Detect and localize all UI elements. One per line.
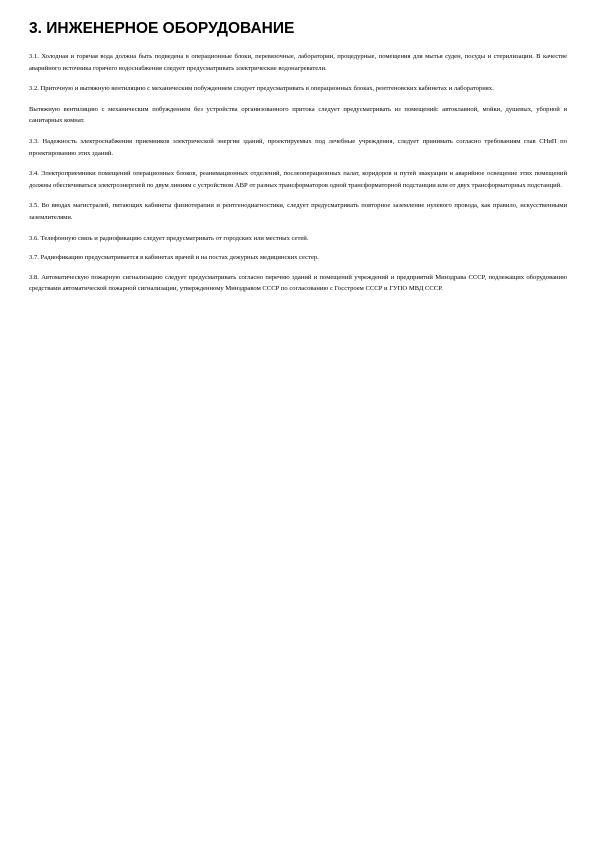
document-body [29, 51, 567, 304]
paragraph-3-7: 3.7. Радиофикацию предусматривается в кабинетах врачей и на постах дежурных медицинских сестер. [29, 254, 319, 262]
paragraph-3-8: 3.8. Автоматическую пожарную сигнализацию следует предусматривать согласно перечню зданий и помещений учреждений и предприятий Минздрава СССР, подлежащих оборудованию средствами автоматической пожарной сигнализации, утвержденному Минздравом СССР по согласованию с Госстроем СССР и ГУПО МВД СССР. [29, 273, 567, 293]
page-title: 3. ИНЖЕНЕРНОЕ ОБОРУДОВАНИЕ [29, 20, 295, 37]
paragraph-3-2: 3.2. Приточную и вытяжную вентиляцию с механическим побуждением следует предусматривать в операционных блоках, рентгеновских кабинетах и лабораториях. [29, 85, 494, 93]
paragraph-3-4: 3.4. Электроприемники помещений операционных блоков, реанимационных отделений, послеоперационных палат, коридоров и путей эвакуации и аварийное освещение этих помещений должны обеспечиваться электроэнергией по двум линиям с устройством АВР от разных трансформаторов одной трансформаторной подстанции или от двух трансформаторных подстанций. [29, 170, 567, 189]
paragraph-3-6: 3.6. Телефонную связь и радиофикацию следует предусматривать от городских или местных сетей. [29, 234, 309, 242]
paragraph-3-3: 3.3. Надежность электроснабжения приемников электрической энергии зданий, проектируемых под лечебные учреждения, следует принимать согласно требованиям глав СНиП по проектированию этих зданий. [29, 137, 567, 157]
paragraph-3-5: 3.5. Во вводах магистралей, питающих кабинеты физиотерапии и рентгенодиагностики, следует предусматривать повторное заземление нулевого провода, как правило, искусственными заземлителями. [29, 202, 567, 221]
paragraph-3-2-continued: Вытяжную вентиляцию с механическим побуждением без устройства организованного притока следует предусматривать из помещений: автоклавной, мойки, душевых, уборной и санитарных комнат. [29, 105, 567, 125]
paragraph-3-1: 3.1. Холодная и горячая вода должна быть подведена в операционные блоки, перевязочные, лаборатории, процедурные, помещения для мытья суден, посуды и стерилизации. В качестве аварийного источника горячего водоснабжения следует предусматривать электрические водонагреватели. [29, 53, 567, 72]
